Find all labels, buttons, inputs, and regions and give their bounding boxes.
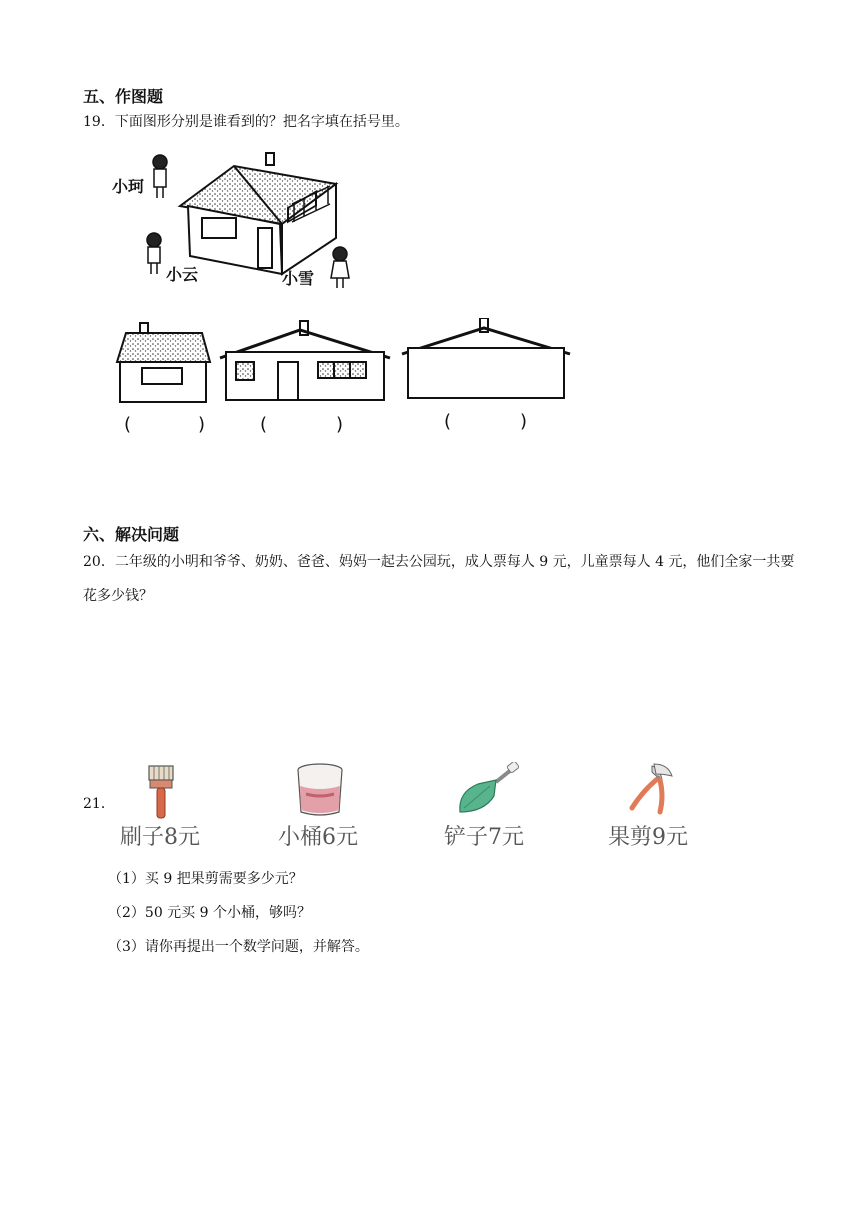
question-21-number: 21． xyxy=(83,796,115,812)
house-views-figure xyxy=(112,318,576,408)
item-label-trowel: 铲子7元 xyxy=(444,825,524,850)
house-drawing xyxy=(180,153,336,274)
name-label-xiaoyun: 小云 xyxy=(166,265,199,284)
answer-blank-2-open[interactable]: ( xyxy=(260,414,268,435)
item-label-shears: 果剪9元 xyxy=(608,825,688,850)
answer-blank-1-close[interactable]: ) xyxy=(198,414,206,435)
name-label-xiaoke: 小珂 xyxy=(112,177,145,196)
question-21-part-2: （2）50 元买 9 个小桶，够吗？ xyxy=(108,905,311,921)
section-six-heading: 六、解决问题 xyxy=(83,525,180,544)
child-xiaoxue-figure xyxy=(331,247,349,288)
question-21-part-3: （3）请你再提出一个数学问题，并解答。 xyxy=(108,939,369,955)
question-19-text: 19．下面图形分别是谁看到的？把名字填在括号里。 xyxy=(83,114,409,130)
back-view-drawing xyxy=(402,318,570,398)
item-label-bucket: 小桶6元 xyxy=(278,825,358,850)
house-scene-figure xyxy=(104,148,364,294)
pruning-shears-icon xyxy=(622,762,682,818)
question-20-text: 20．二年级的小明和爷爷、奶奶、爸爸、妈妈一起去公园玩，成人票每人 9 元，儿童票每人 4 元，他们全家一共要花多少钱？ xyxy=(83,554,795,604)
answer-blank-3-close[interactable]: ) xyxy=(520,411,528,432)
question-21-part-1: （1）买 9 把果剪需要多少元？ xyxy=(108,871,303,887)
trowel-icon xyxy=(456,762,522,818)
name-label-xiaoxue: 小雪 xyxy=(282,269,315,288)
side-view-drawing xyxy=(117,323,210,402)
answer-blank-1-open[interactable]: ( xyxy=(124,414,132,435)
bucket-icon xyxy=(294,762,346,818)
answer-blank-3-open[interactable]: ( xyxy=(444,411,452,432)
child-xiaoke-figure xyxy=(153,155,167,198)
front-view-drawing xyxy=(220,321,390,400)
paintbrush-icon xyxy=(146,764,176,820)
child-xiaoyun-figure xyxy=(147,233,161,274)
item-label-brush: 刷子8元 xyxy=(120,825,200,850)
answer-blank-2-close[interactable]: ) xyxy=(336,414,344,435)
section-five-heading: 五、作图题 xyxy=(83,87,164,106)
